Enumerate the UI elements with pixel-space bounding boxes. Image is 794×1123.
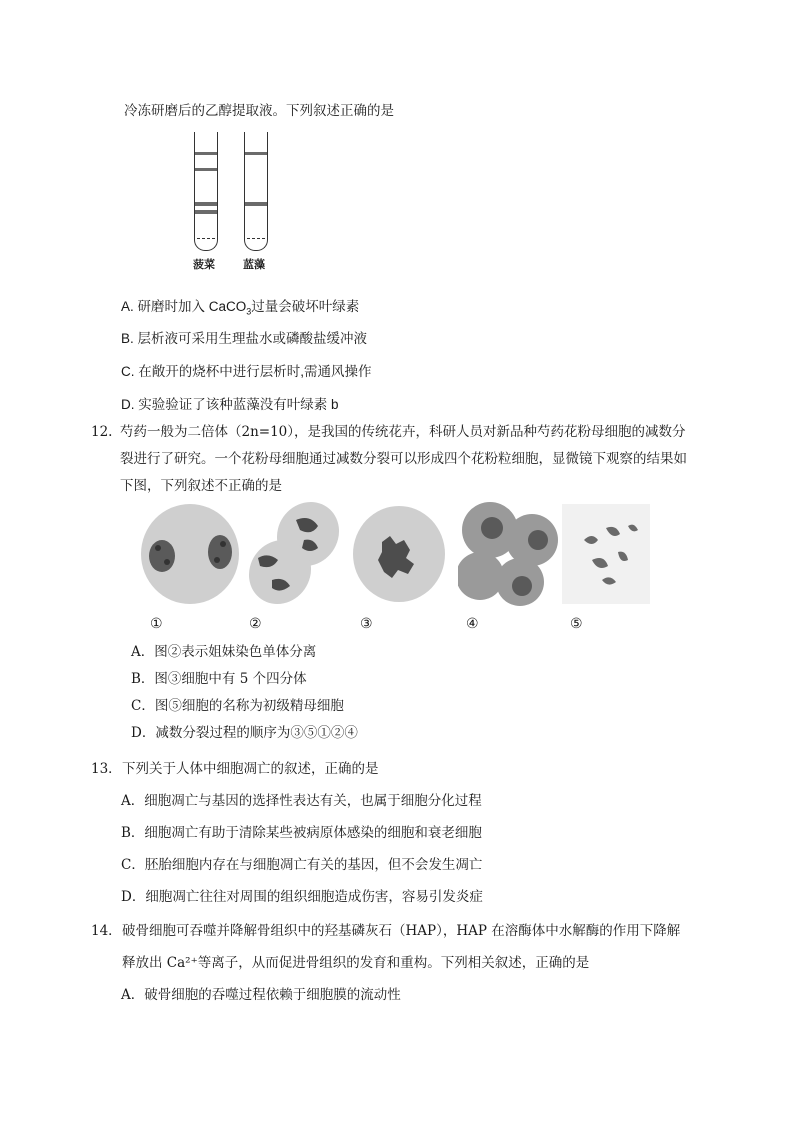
cyanobacteria-tube (244, 132, 268, 251)
micrograph-4 (458, 500, 558, 606)
micrograph-3 (352, 500, 447, 606)
q12-stem-line-3: 下图，下列叙述不正确的是 (120, 478, 282, 494)
pigment-band (195, 152, 217, 155)
pigment-band (195, 210, 217, 214)
micrograph-1 (140, 500, 240, 606)
q12-option-d: D．减数分裂过程的顺序为③⑤①②④ (131, 725, 358, 741)
spinach-label: 菠菜 (193, 258, 215, 271)
micrograph-2 (246, 500, 344, 606)
q14-number: 14． (91, 923, 122, 939)
q12-stem-line-1: 芍药一般为二倍体（2n=10），是我国的传统花卉，科研人员对新品种芍药花粉母细胞的减数分 (120, 424, 686, 440)
q12-option-b: B．图③细胞中有 5 个四分体 (131, 671, 307, 687)
q12-number: 12. (91, 424, 113, 440)
q13-number: 13． (91, 761, 122, 777)
figure-label-1: ① (150, 616, 163, 632)
figure-label-4: ④ (466, 616, 479, 632)
q11-option-d: D. 实验验证了该种蓝藻没有叶绿素 b (121, 397, 339, 412)
q11-option-b: B. 层析液可采用生理盐水或磷酸盐缓冲液 (121, 331, 368, 346)
origin-line (247, 238, 265, 239)
q11-stem-tail: 冷冻研磨后的乙醇提取液。下列叙述正确的是 (124, 103, 394, 119)
q11-option-a: A. 研磨时加入 CaCO$_3$过量会破坏叶绿素 (121, 299, 360, 317)
figure-label-2: ② (249, 616, 262, 632)
micrograph-5 (562, 500, 652, 606)
q13-stem: 下列关于人体中细胞凋亡的叙述，正确的是 (122, 761, 379, 777)
figure-label-3: ③ (360, 616, 373, 632)
q12-stem-line-2: 裂进行了研究。一个花粉母细胞通过减数分裂可以形成四个花粉粒细胞，显微镜下观察的结果如 (120, 451, 687, 467)
cyanobacteria-label: 蓝藻 (243, 258, 265, 271)
q13-option-b: B．细胞凋亡有助于清除某些被病原体感染的细胞和衰老细胞 (121, 825, 482, 841)
q14-option-a: A．破骨细胞的吞噬过程依赖于细胞膜的流动性 (121, 987, 401, 1003)
q13-option-d: D．细胞凋亡往往对周围的组织细胞造成伤害，容易引发炎症 (121, 889, 483, 905)
q13-option-c: C．胚胎细胞内存在与细胞凋亡有关的基因，但不会发生凋亡 (121, 857, 483, 873)
figure-label-5: ⑤ (570, 616, 583, 632)
q12-option-a: A．图②表示姐妹染色单体分离 (131, 644, 317, 660)
pigment-band (245, 152, 267, 155)
pigment-band (195, 168, 217, 171)
q11-option-c: C. 在敞开的烧杯中进行层析时,需通风操作 (121, 364, 372, 379)
q12-option-c: C．图⑤细胞的名称为初级精母细胞 (131, 698, 344, 714)
origin-line (197, 238, 215, 239)
q14-stem-line-2: 释放出 Ca²⁺等离子，从而促进骨组织的发育和重构。下列相关叙述，正确的是 (122, 955, 590, 971)
spinach-tube (194, 132, 218, 251)
q13-option-a: A．细胞凋亡与基因的选择性表达有关，也属于细胞分化过程 (121, 793, 482, 809)
q14-stem-line-1: 破骨细胞可吞噬并降解骨组织中的羟基磷灰石（HAP），HAP 在溶酶体中水解酶的作用下降解 (122, 923, 681, 939)
pigment-band (195, 202, 217, 206)
pigment-band (245, 202, 267, 206)
